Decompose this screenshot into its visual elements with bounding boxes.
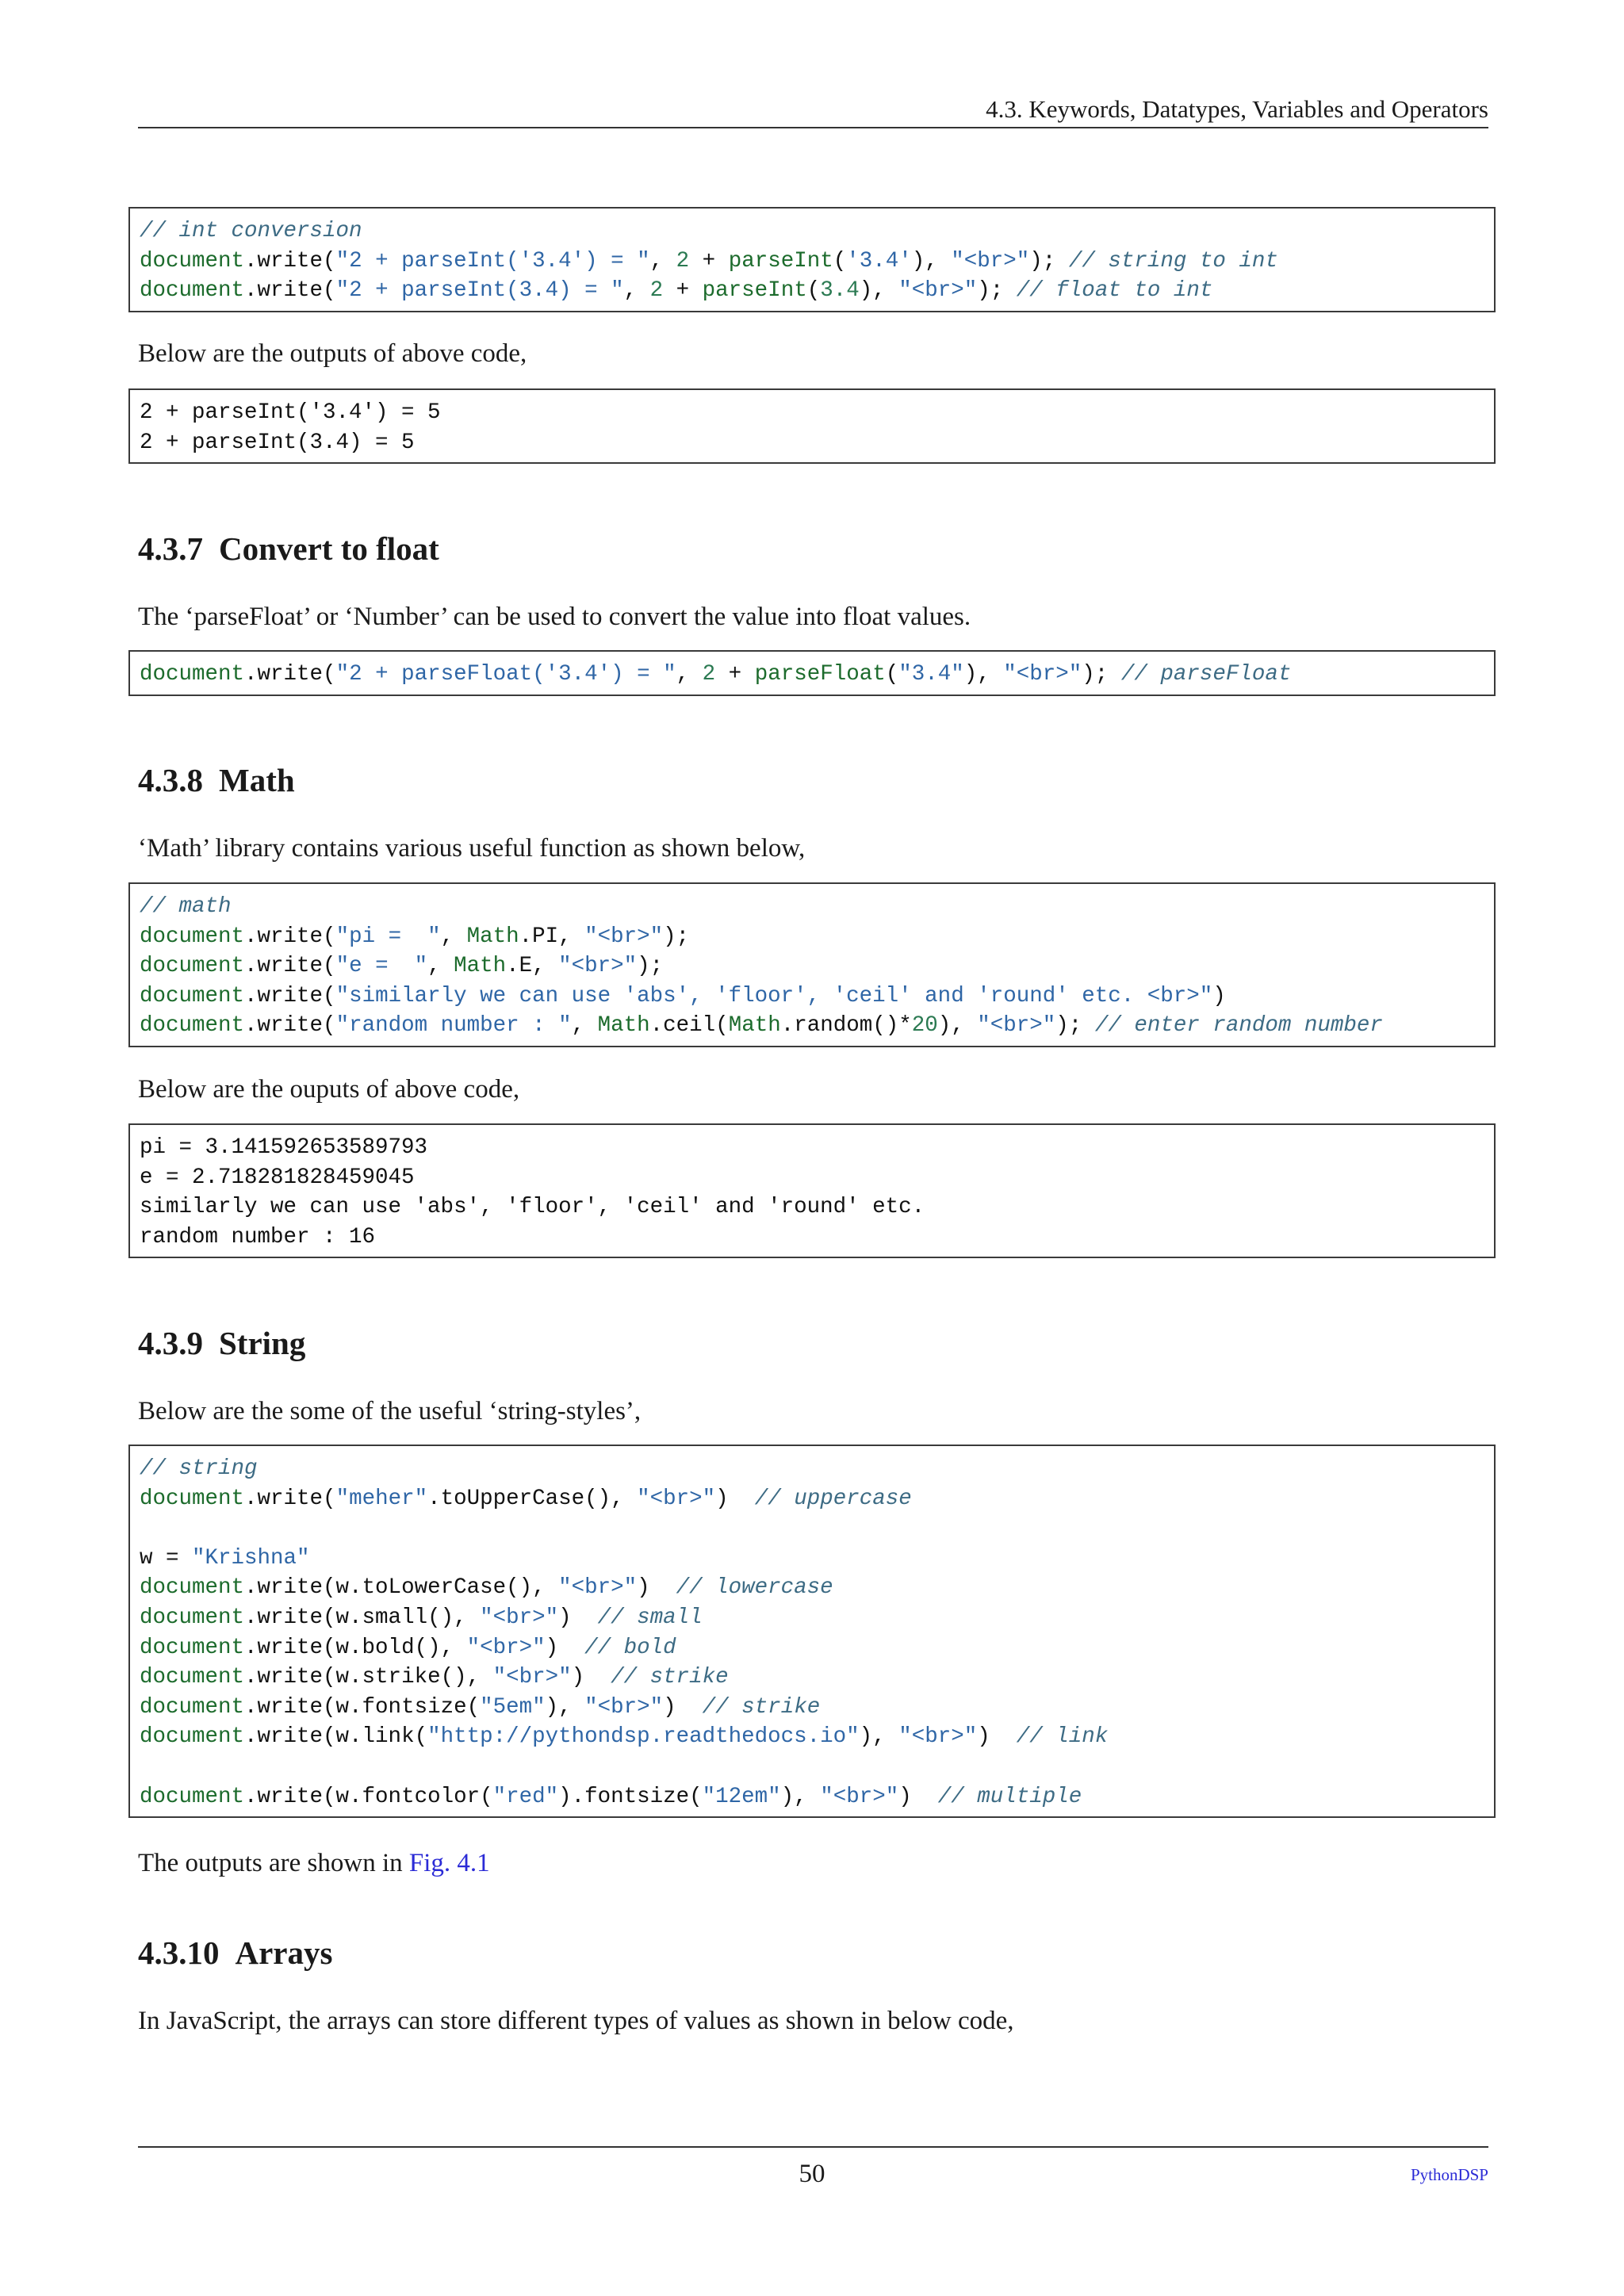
paragraph-arrays-intro: In JavaScript, the arrays can store different types of values as shown in below code, bbox=[138, 2007, 1014, 2035]
code-token: document bbox=[140, 1605, 245, 1630]
code-token: , bbox=[571, 1013, 598, 1039]
code-line bbox=[140, 1633, 1486, 1663]
code-token: // multiple bbox=[937, 1784, 1082, 1809]
code-token: pi = 3.141592653589793 bbox=[140, 1135, 428, 1160]
output-block-int bbox=[128, 388, 1496, 464]
code-line bbox=[140, 1454, 1486, 1484]
string-outputs-text: The outputs are shown in bbox=[138, 1849, 409, 1877]
code-token: document bbox=[140, 1486, 245, 1511]
page-number: 50 bbox=[799, 2160, 825, 2188]
code-token: .write( bbox=[244, 924, 336, 949]
section-number: 4.3.9 bbox=[138, 1325, 203, 1361]
code-token: "<br>" bbox=[492, 1665, 572, 1690]
code-line bbox=[140, 1513, 1486, 1544]
code-token: // int conversion bbox=[140, 219, 362, 243]
code-token: "<br>" bbox=[951, 248, 1030, 274]
code-token: 2 bbox=[702, 662, 716, 687]
paragraph-math-intro: ‘Math’ library contains various useful function as shown below, bbox=[138, 834, 806, 863]
section-number: 4.3.7 bbox=[138, 530, 203, 567]
code-block-math bbox=[128, 882, 1496, 1047]
code-token: ) bbox=[558, 1605, 598, 1630]
code-line bbox=[140, 1603, 1486, 1633]
code-token: "<br>" bbox=[1003, 662, 1082, 687]
code-line bbox=[140, 1752, 1486, 1782]
code-token: '3.4' bbox=[846, 248, 912, 274]
code-token: document bbox=[140, 248, 245, 274]
code-token: document bbox=[140, 1575, 245, 1601]
code-token: document bbox=[140, 662, 245, 687]
running-header: 4.3. Keywords, Datatypes, Variables and Operators bbox=[986, 95, 1488, 123]
code-token: // uppercase bbox=[754, 1486, 912, 1511]
code-token: 2 + parseInt('3.4') = 5 bbox=[140, 400, 441, 425]
code-token: // parseFloat bbox=[1120, 662, 1292, 687]
code-token: ) bbox=[1212, 983, 1226, 1008]
code-token: ), bbox=[545, 1694, 585, 1720]
code-block-float bbox=[128, 650, 1496, 696]
code-block-string bbox=[128, 1445, 1496, 1818]
header-rule bbox=[138, 127, 1488, 128]
code-line bbox=[140, 1544, 1486, 1574]
code-token: Math bbox=[466, 924, 519, 949]
code-token: "12em" bbox=[702, 1784, 781, 1809]
code-token: document bbox=[140, 954, 245, 979]
code-token: "<br>" bbox=[977, 1013, 1056, 1039]
code-token: "<br>" bbox=[898, 278, 978, 304]
code-token: ).fontsize( bbox=[558, 1784, 703, 1809]
code-token: "<br>" bbox=[898, 1724, 978, 1750]
code-line bbox=[140, 1011, 1486, 1041]
code-line bbox=[140, 660, 1486, 690]
code-line bbox=[140, 1484, 1486, 1514]
code-token: "pi = " bbox=[335, 924, 441, 949]
code-token: "<br>" bbox=[820, 1784, 899, 1809]
section-title: String bbox=[219, 1325, 306, 1361]
code-token: .ceil( bbox=[649, 1013, 729, 1039]
code-token: document bbox=[140, 983, 245, 1008]
code-token: document bbox=[140, 924, 245, 949]
section-heading-convert-to-float bbox=[138, 529, 439, 568]
paragraph-float-intro: The ‘parseFloat’ or ‘Number’ can be used to convert the value into float values. bbox=[138, 603, 971, 631]
output-block-math bbox=[128, 1123, 1496, 1258]
code-token: // small bbox=[597, 1605, 703, 1630]
code-token: "2 + parseFloat('3.4') = " bbox=[335, 662, 676, 687]
code-token: "2 + parseInt(3.4) = " bbox=[335, 278, 624, 304]
code-token: document bbox=[140, 1665, 245, 1690]
section-title: Convert to float bbox=[219, 530, 439, 567]
code-token: e = 2.718281828459045 bbox=[140, 1165, 415, 1190]
code-token: ); bbox=[1055, 1013, 1095, 1039]
section-number: 4.3.8 bbox=[138, 762, 203, 798]
code-block-int-conversion bbox=[128, 207, 1496, 312]
paragraph-string-outputs bbox=[138, 1846, 1488, 1881]
code-token: , bbox=[623, 278, 650, 304]
code-token: ), bbox=[911, 248, 952, 274]
code-line bbox=[140, 1133, 1486, 1163]
section-heading-math bbox=[138, 760, 295, 800]
section-heading-arrays bbox=[138, 1933, 332, 1973]
code-token: , bbox=[649, 248, 676, 274]
code-token: Math bbox=[728, 1013, 781, 1039]
code-token: 20 bbox=[911, 1013, 938, 1039]
code-token: "e = " bbox=[335, 954, 428, 979]
code-token: ); bbox=[1029, 248, 1069, 274]
code-token: .write( bbox=[244, 278, 336, 304]
code-token: .write( bbox=[244, 248, 336, 274]
code-token: 2 + parseInt(3.4) = 5 bbox=[140, 430, 415, 455]
code-token: , bbox=[440, 924, 467, 949]
code-token: // enter random number bbox=[1094, 1013, 1383, 1039]
code-line bbox=[140, 276, 1486, 306]
code-line bbox=[140, 247, 1486, 277]
code-token: .E, bbox=[506, 954, 559, 979]
code-token: .write(w.fontsize( bbox=[244, 1694, 481, 1720]
code-token: document bbox=[140, 1724, 245, 1750]
paragraph-math-outputs-intro: Below are the ouputs of above code, bbox=[138, 1075, 520, 1104]
code-token: document bbox=[140, 1784, 245, 1809]
footer-rule bbox=[138, 2146, 1488, 2148]
code-token: ), bbox=[859, 278, 899, 304]
figure-link[interactable]: Fig. 4.1 bbox=[408, 1849, 490, 1877]
code-token: .write( bbox=[244, 983, 336, 1008]
code-token: Math bbox=[454, 954, 507, 979]
code-token: "http://pythondsp.readthedocs.io" bbox=[427, 1724, 860, 1750]
code-token: .write(w.small(), bbox=[244, 1605, 481, 1630]
code-token: Math bbox=[597, 1013, 650, 1039]
code-token: document bbox=[140, 1013, 245, 1039]
code-token: parseInt bbox=[728, 248, 833, 274]
code-token: ); bbox=[637, 954, 664, 979]
code-token: parseFloat bbox=[754, 662, 886, 687]
code-token: // link bbox=[1016, 1724, 1109, 1750]
code-token: // float to int bbox=[1016, 278, 1213, 304]
code-token: "<br>" bbox=[558, 1575, 638, 1601]
code-token: // string to int bbox=[1068, 248, 1278, 274]
code-line bbox=[140, 1163, 1486, 1193]
code-token: .toUpperCase(), bbox=[427, 1486, 638, 1511]
code-line bbox=[140, 951, 1486, 982]
code-line bbox=[140, 428, 1486, 458]
code-token: "<br>" bbox=[558, 954, 638, 979]
code-token: // strike bbox=[611, 1665, 729, 1690]
code-token: similarly we can use 'abs', 'floor', 'ceil' and 'round' etc. bbox=[140, 1195, 925, 1220]
code-line bbox=[140, 1693, 1486, 1723]
code-token: document bbox=[140, 278, 245, 304]
code-token: ( bbox=[806, 278, 821, 304]
code-line bbox=[140, 1223, 1486, 1253]
code-token: "2 + parseInt('3.4') = " bbox=[335, 248, 650, 274]
code-token: "similarly we can use 'abs', 'floor', 'ceil' and 'round' etc. <br>" bbox=[335, 983, 1213, 1008]
paragraph-string-intro: Below are the some of the useful ‘string-styles’, bbox=[138, 1397, 642, 1425]
code-token: ) bbox=[663, 1694, 703, 1720]
code-token: // string bbox=[140, 1456, 258, 1481]
code-line bbox=[140, 1192, 1486, 1223]
code-token: ) bbox=[545, 1635, 585, 1660]
code-token: 3.4 bbox=[820, 278, 860, 304]
code-token: w = bbox=[140, 1545, 193, 1571]
code-token: "red" bbox=[492, 1784, 559, 1809]
code-token: ) bbox=[715, 1486, 755, 1511]
code-token: + bbox=[715, 662, 755, 687]
code-token: document bbox=[140, 1635, 245, 1660]
section-title: Arrays bbox=[235, 1934, 333, 1971]
code-token: "<br>" bbox=[584, 924, 664, 949]
code-token: "<br>" bbox=[637, 1486, 716, 1511]
code-line bbox=[140, 1722, 1486, 1752]
code-token: + bbox=[663, 278, 703, 304]
code-token: "random number : " bbox=[335, 1013, 572, 1039]
code-token: .write( bbox=[244, 1486, 336, 1511]
code-token: ) bbox=[637, 1575, 676, 1601]
code-token: // math bbox=[140, 894, 232, 919]
code-token: ), bbox=[859, 1724, 899, 1750]
code-token: .write( bbox=[244, 1013, 336, 1039]
code-line bbox=[140, 1663, 1486, 1693]
paragraph-outputs-intro: Below are the outputs of above code, bbox=[138, 339, 527, 368]
code-token: "<br>" bbox=[480, 1605, 559, 1630]
code-token: ( bbox=[833, 248, 847, 274]
code-token: .write(w.strike(), bbox=[244, 1665, 493, 1690]
code-token: "5em" bbox=[480, 1694, 546, 1720]
code-token: random number : 16 bbox=[140, 1224, 376, 1249]
code-token: ), bbox=[780, 1784, 821, 1809]
code-token: .write(w.link( bbox=[244, 1724, 428, 1750]
code-token: // strike bbox=[702, 1694, 821, 1720]
code-token: ); bbox=[663, 924, 690, 949]
code-token: ), bbox=[963, 662, 1004, 687]
code-token: 2 bbox=[676, 248, 690, 274]
code-token: // lowercase bbox=[676, 1575, 833, 1601]
code-token: ) bbox=[898, 1784, 938, 1809]
code-token: ); bbox=[1082, 662, 1121, 687]
code-token: .write( bbox=[244, 662, 336, 687]
code-token: 2 bbox=[649, 278, 664, 304]
code-token: ) bbox=[571, 1665, 611, 1690]
code-token: .PI, bbox=[519, 924, 585, 949]
code-line bbox=[140, 1573, 1486, 1603]
code-token: .write(w.fontcolor( bbox=[244, 1784, 493, 1809]
code-token: "Krishna" bbox=[192, 1545, 310, 1571]
code-token: , bbox=[676, 662, 703, 687]
code-line bbox=[140, 216, 1486, 247]
code-line bbox=[140, 398, 1486, 428]
section-heading-string bbox=[138, 1323, 305, 1363]
code-token: parseInt bbox=[702, 278, 807, 304]
code-token: ) bbox=[977, 1724, 1017, 1750]
code-token: .random()* bbox=[780, 1013, 912, 1039]
code-token: ( bbox=[885, 662, 899, 687]
code-token: // bold bbox=[584, 1635, 676, 1660]
code-token: ), bbox=[937, 1013, 978, 1039]
code-token: "meher" bbox=[335, 1486, 428, 1511]
code-line bbox=[140, 1782, 1486, 1812]
code-token: document bbox=[140, 1694, 245, 1720]
code-token: .write( bbox=[244, 954, 336, 979]
code-token: + bbox=[689, 248, 729, 274]
code-line bbox=[140, 892, 1486, 922]
code-line bbox=[140, 982, 1486, 1012]
code-token: , bbox=[427, 954, 454, 979]
code-token: "<br>" bbox=[584, 1694, 664, 1720]
code-token: ); bbox=[977, 278, 1017, 304]
section-number: 4.3.10 bbox=[138, 1934, 220, 1971]
code-token: .write(w.bold(), bbox=[244, 1635, 467, 1660]
code-token: .write(w.toLowerCase(), bbox=[244, 1575, 559, 1601]
code-token: "<br>" bbox=[466, 1635, 546, 1660]
code-token: "3.4" bbox=[898, 662, 964, 687]
code-line bbox=[140, 922, 1486, 952]
footer-brand: PythonDSP bbox=[1410, 2165, 1488, 2184]
section-title: Math bbox=[219, 762, 295, 798]
